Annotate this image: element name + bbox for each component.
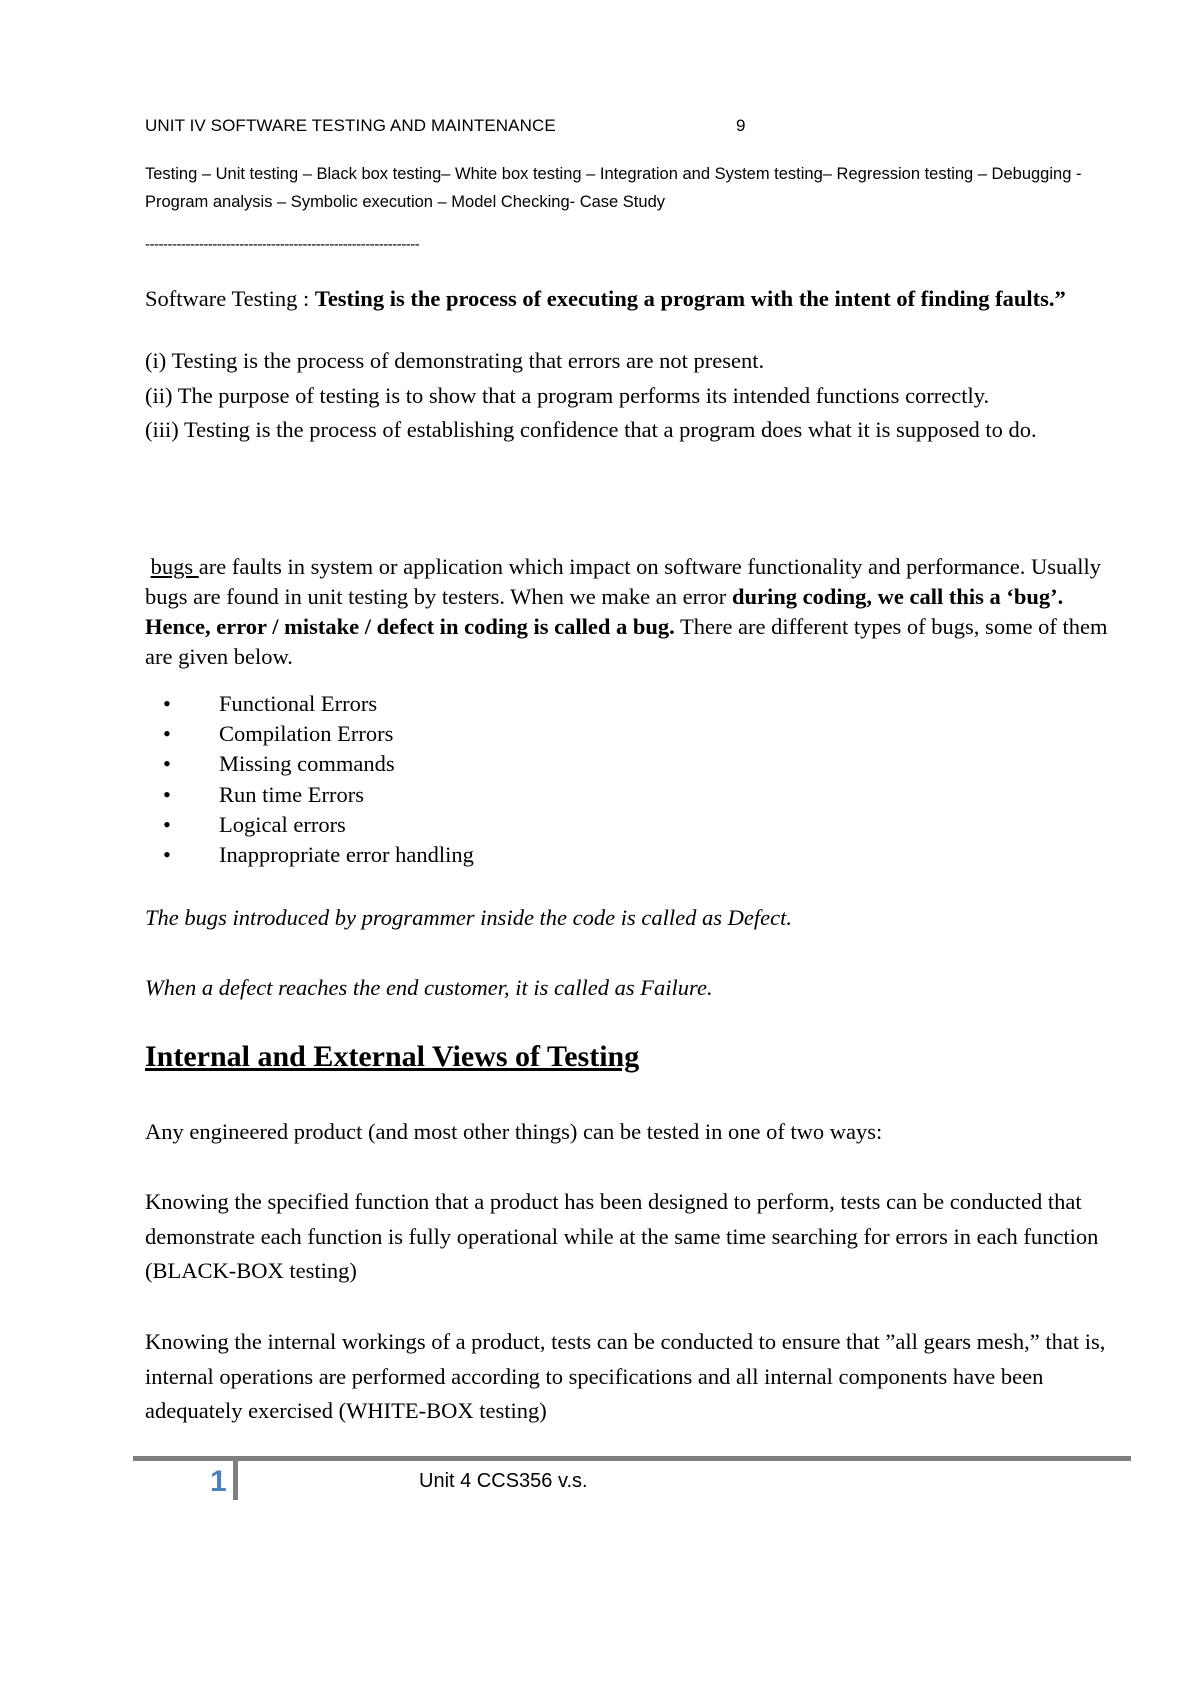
bullet-icon: • — [163, 842, 171, 868]
definition-text: Testing is the process of executing a program with the intent of finding faults.” — [314, 286, 1066, 311]
list-item — [145, 840, 474, 870]
bugs-bold-sentence: during coding, we call this a ‘bug’. Hence, error / mistake / defect in coding is called a bug. — [145, 584, 1064, 639]
testing-definition — [145, 284, 1120, 314]
bullet-icon: • — [163, 781, 171, 807]
bugs-keyword: bugs — [150, 554, 199, 579]
list-item — [145, 780, 474, 810]
failure-note: When a defect reaches the end customer, it is called as Failure. — [145, 975, 713, 1000]
bug-type: Functional Errors — [219, 691, 378, 716]
bug-type: Run time Errors — [219, 781, 364, 807]
bugs-intro: are faults in system or application which impact on software functionality and performance. Usually bugs are found in unit testing by testers. When we make an error — [145, 554, 1101, 609]
unit-header — [145, 116, 746, 136]
list-item — [145, 689, 474, 719]
testing-point: (ii) The purpose of testing is to show that a program performs its intended functions correctly. — [145, 382, 990, 408]
bugs-outro: There are different types of bugs, some of them are given below. — [145, 614, 1108, 669]
footer-rule — [133, 1456, 1131, 1461]
black-box-paragraph: Knowing the specified function that a product has been designed to perform, tests can be conducted that demonstrate each function is fully operational while at the same time searching for errors in each function (BLACK-BOX testing) — [145, 1189, 1099, 1283]
definition-label: Software Testing : — [145, 286, 315, 311]
bug-type: Logical errors — [219, 811, 346, 837]
dashed-divider: ------------------------------------------------------------- — [145, 236, 420, 253]
section-title: Internal and External Views of Testing — [145, 1040, 640, 1073]
bug-type: Missing commands — [219, 751, 395, 777]
section-paragraph: Any engineered product (and most other things) can be tested in one of two ways: — [145, 1119, 883, 1144]
testing-point: (iii) Testing is the process of establishing confidence that a program does what it is supposed to do. — [145, 417, 1037, 442]
bugs-paragraph — [145, 552, 1120, 672]
footer-text: Unit 4 CCS356 v.s. — [419, 1470, 588, 1492]
bullet-icon: • — [163, 751, 171, 777]
bug-types-list — [145, 689, 474, 870]
unit-title: UNIT IV SOFTWARE TESTING AND MAINTENANCE — [145, 116, 556, 135]
testing-point: (i) Testing is the process of demonstrating that errors are not present. — [145, 348, 765, 373]
list-item — [145, 719, 474, 749]
testing-points — [145, 344, 1120, 448]
bullet-icon: • — [163, 811, 171, 837]
syllabus-topics: Testing – Unit testing – Black box testing– White box testing – Integration and System testing– Regression testing – Debugging - Program analysis – Symbolic execution – Model Checking- Case Study — [145, 165, 1082, 211]
defect-note: The bugs introduced by programmer inside the code is called as Defect. — [145, 905, 792, 930]
unit-hours: 9 — [736, 116, 746, 135]
bug-type: Compilation Errors — [219, 721, 394, 747]
white-box-paragraph: Knowing the internal workings of a product, tests can be conducted to ensure that ”all gears mesh,” that is, internal operations are performed according to specifications and all internal components have been adequately exercised (WHITE-BOX testing) — [145, 1329, 1106, 1423]
bullet-icon: • — [163, 691, 171, 716]
bug-type: Inappropriate error handling — [219, 842, 474, 868]
footer-vertical-rule — [233, 1456, 238, 1500]
list-item — [145, 810, 474, 840]
page-number: 1 — [210, 1465, 227, 1498]
list-item — [145, 749, 474, 779]
bullet-icon: • — [163, 721, 171, 747]
